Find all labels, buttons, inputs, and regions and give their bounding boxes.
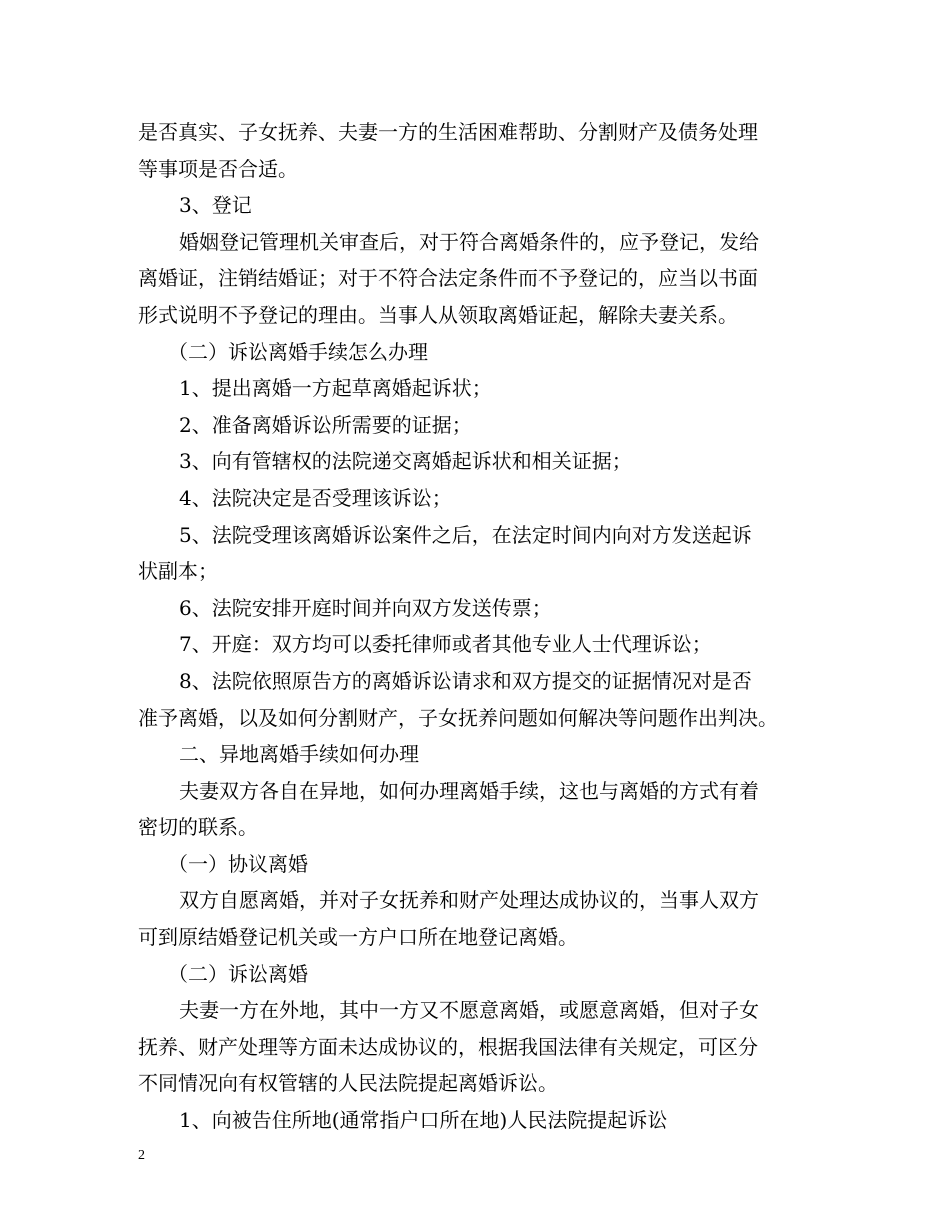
list-item: 7、开庭：双方均可以委托律师或者其他专业人士代理诉讼； [179, 632, 712, 657]
paragraph-line: 可到原结婚登记机关或一方户口所在地登记离婚。 [138, 925, 578, 950]
list-item: 6、法院安排开庭时间并向双方发送传票； [179, 595, 552, 620]
paragraph-line: 离婚证，注销结婚证；对于不符合法定条件而不予登记的，应当以书面 [138, 266, 758, 291]
list-item: 4、法院决定是否受理该诉讼； [179, 485, 452, 510]
list-item: 3、向有管辖权的法院递交离婚起诉状和相关证据； [179, 449, 632, 474]
list-item-continuation: 准予离婚，以及如何分割财产，子女抚养问题如何解决等问题作出判决。 [138, 705, 778, 730]
list-item: 5、法院受理该离婚诉讼案件之后，在法定时间内向对方发送起诉 [179, 522, 752, 547]
section-heading: 二、异地离婚手续如何办理 [179, 742, 419, 767]
section-heading: （一）协议离婚 [168, 851, 308, 876]
list-item: 1、提出离婚一方起草离婚起诉状； [179, 376, 492, 401]
paragraph-line: 等事项是否合适。 [138, 156, 298, 181]
paragraph-line: 双方自愿离婚，并对子女抚养和财产处理达成协议的，当事人双方 [179, 888, 759, 913]
section-heading: （二）诉讼离婚手续怎么办理 [168, 339, 428, 364]
list-item-continuation: 状副本； [138, 559, 218, 584]
paragraph-line: 婚姻登记管理机关审查后，对于符合离婚条件的，应予登记，发给 [179, 229, 759, 254]
paragraph-line: 不同情况向有权管辖的人民法院提起离婚诉讼。 [138, 1071, 558, 1096]
page-number: 2 [138, 1148, 145, 1163]
list-item: 2、准备离婚诉讼所需要的证据； [179, 412, 472, 437]
list-item: 8、法院依照原告方的离婚诉讼请求和双方提交的证据情况对是否 [179, 668, 752, 693]
paragraph-line: 夫妻一方在外地，其中一方又不愿意离婚，或愿意离婚，但对子女 [179, 998, 759, 1023]
paragraph-line: 抚养、财产处理等方面未达成协议的，根据我国法律有关规定，可区分 [138, 1034, 758, 1059]
list-item: 1、向被告住所地(通常指户口所在地)人民法院提起诉讼 [179, 1108, 668, 1133]
paragraph-line: 形式说明不予登记的理由。当事人从领取离婚证起，解除夫妻关系。 [138, 302, 738, 327]
document-body [138, 114, 838, 1139]
section-heading: （二）诉讼离婚 [168, 961, 308, 986]
section-heading: 3、登记 [179, 193, 252, 218]
paragraph-line: 夫妻双方各自在异地，如何办理离婚手续，这也与离婚的方式有着 [179, 778, 759, 803]
paragraph-line: 密切的联系。 [138, 815, 258, 840]
paragraph-line: 是否真实、子女抚养、夫妻一方的生活困难帮助、分割财产及债务处理 [138, 120, 758, 144]
